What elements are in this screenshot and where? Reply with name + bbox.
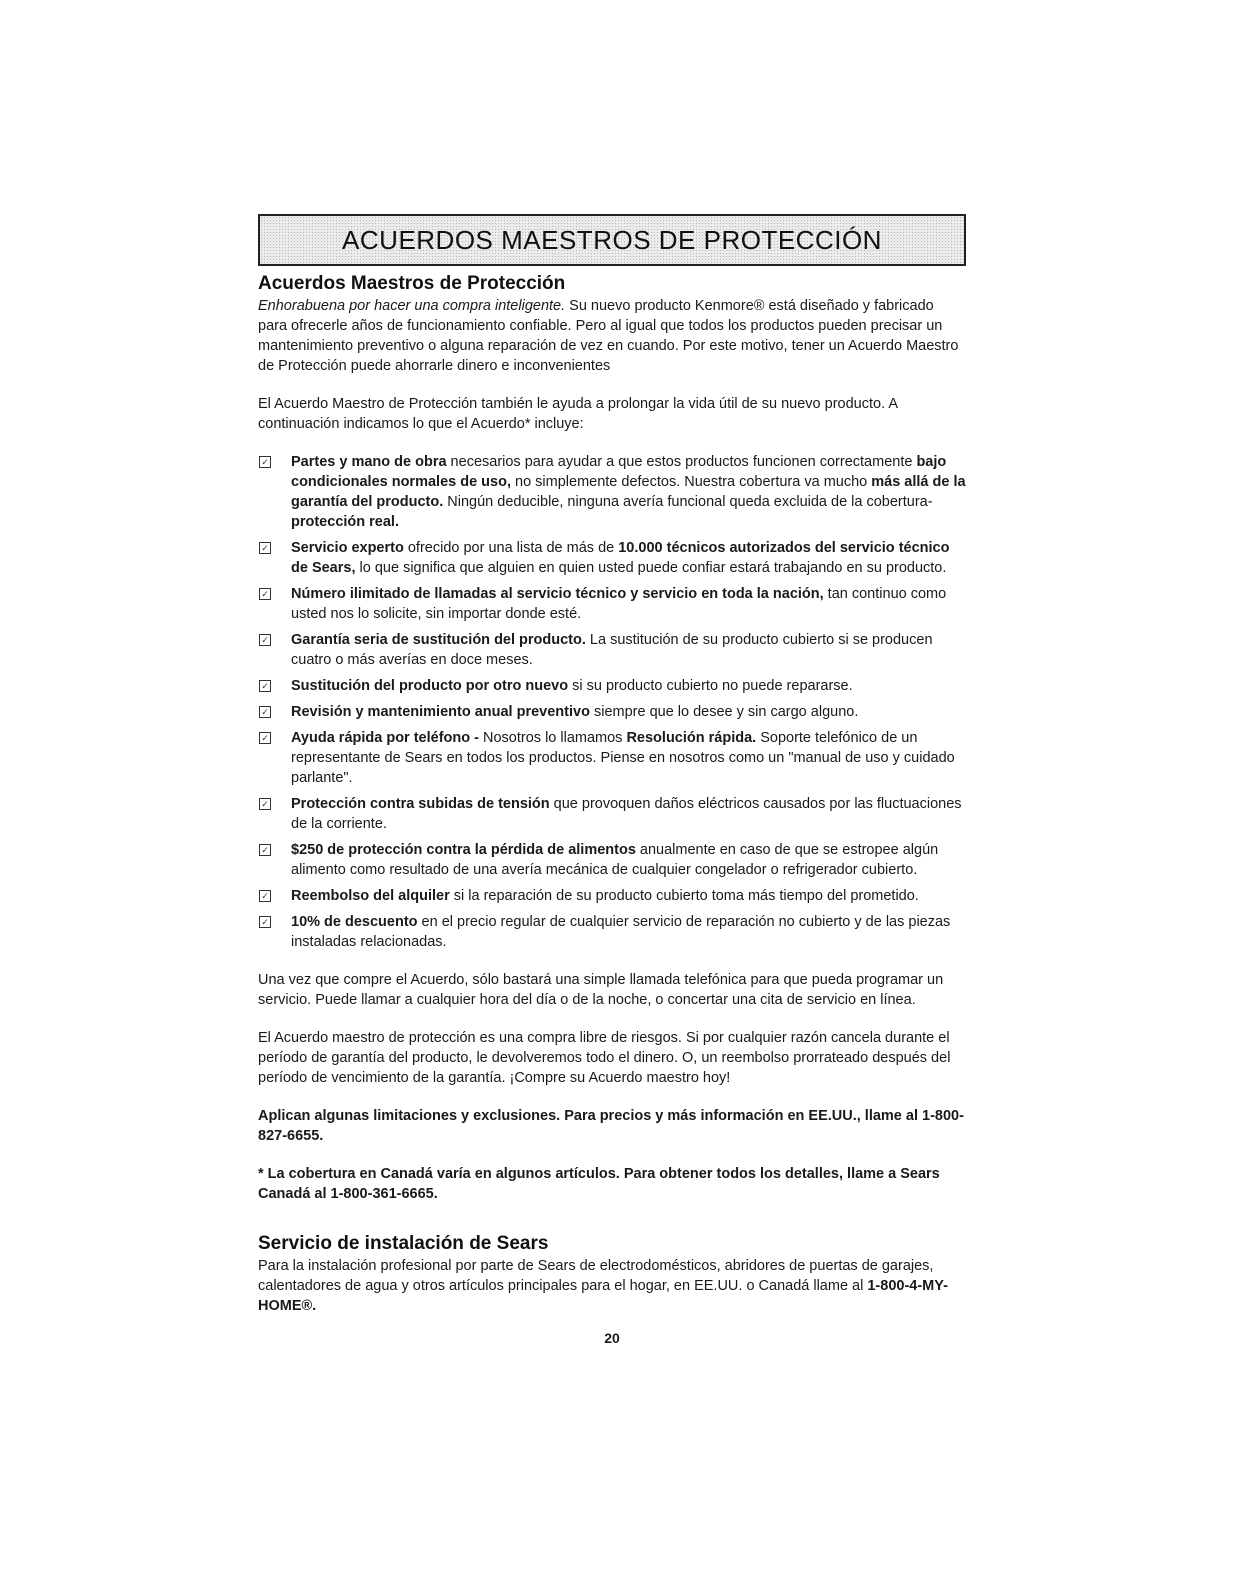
installation-phone: 1-800-4-MY-HOME®. — [258, 1278, 948, 1314]
section-heading-installation: Servicio de instalación de Sears — [258, 1233, 549, 1254]
benefit-item — [258, 886, 966, 906]
intro-paragraph — [258, 296, 966, 376]
benefit-item — [258, 702, 966, 722]
benefit-bold-text: Protección contra subidas de tensión — [291, 796, 550, 812]
benefit-bold-text: $250 de protección contra la pérdida de alimentos — [291, 842, 636, 858]
manual-page — [258, 214, 966, 1346]
checkbox-checked-icon: ✓ — [259, 844, 271, 856]
benefit-bold-text: Garantía seria de sustitución del producto. — [291, 632, 586, 648]
benefit-text: Soporte telefónico de un representante de Sears en todos los productos. Piense en nosotros como un "manual de uso y cuidado parlante". — [291, 730, 955, 786]
benefit-item — [258, 728, 966, 788]
benefit-bold-text: Reembolso del alquiler — [291, 888, 450, 904]
benefit-bold-text: 10.000 técnicos autorizados del servicio técnico de Sears, — [291, 540, 950, 576]
intro-body: Su nuevo producto Kenmore® está diseñado y fabricado para ofrecerle años de funcionamiento confiable. Pero al igual que todos los productos pueden precisar un mantenimiento preventivo o alguna reparación de vez en cuando. Por este motivo, tener un Acuerdo Maestro de Protección puede ahorrarle dinero e inconvenientes — [258, 298, 959, 374]
benefit-item — [258, 676, 966, 696]
benefit-bold-text: Revisión y mantenimiento anual preventivo — [291, 704, 590, 720]
benefit-text: no simplemente defectos. Nuestra cobertura va mucho — [510, 474, 872, 490]
canada-note: * La cobertura en Canadá varía en algunos artículos. Para obtener todos los detalles, llame a Sears Canadá al 1-800-361-6665. — [258, 1166, 940, 1202]
benefit-text: lo que significa que alguien en quien usted puede confiar estará trabajando en su producto. — [355, 560, 947, 576]
checkbox-checked-icon: ✓ — [259, 732, 271, 744]
benefit-text: si la reparación de su producto cubierto toma más tiempo del prometido. — [449, 888, 919, 904]
page-number: 20 — [604, 1330, 620, 1346]
benefit-text: que provoquen daños eléctricos causados por las fluctuaciones de la corriente. — [291, 796, 962, 832]
intro-lead: Enhorabuena por hacer una compra inteligente. — [258, 298, 566, 314]
scheduling-paragraph: Una vez que compre el Acuerdo, sólo bastará una simple llamada telefónica para que pueda programar un servicio. Puede llamar a cualquier hora del día o de la noche, o concertar una cita de servicio en línea. — [258, 972, 944, 1008]
benefit-text: Nosotros lo llamamos — [478, 730, 627, 746]
section-heading-protection: Acuerdos Maestros de Protección — [258, 273, 566, 294]
checkbox-checked-icon: ✓ — [259, 890, 271, 902]
benefit-text: tan continuo como usted nos lo solicite, sin importar donde esté. — [291, 586, 947, 622]
benefit-text: siempre que lo desee y sin cargo alguno. — [589, 704, 859, 720]
benefit-item — [258, 538, 966, 578]
benefit-text: ofrecido por una lista de más de — [403, 540, 619, 556]
benefit-bold-text: bajo condicionales normales de uso, — [291, 454, 947, 490]
benefit-text: si su producto cubierto no puede repararse. — [568, 678, 853, 694]
benefit-bold-text: Servicio experto — [291, 540, 404, 556]
benefit-item — [258, 840, 966, 880]
checkbox-checked-icon: ✓ — [259, 588, 271, 600]
checkbox-checked-icon: ✓ — [259, 456, 271, 468]
title-banner — [258, 214, 966, 266]
benefit-item — [258, 912, 966, 952]
benefit-bold-text: más allá de la garantía del producto. — [291, 474, 966, 510]
benefit-bold-text: Resolución rápida. — [626, 730, 757, 746]
benefit-bold-text: Partes y mano de obra — [291, 454, 447, 470]
benefit-text: La sustitución de su producto cubierto si se producen cuatro o más averías en doce meses. — [291, 632, 933, 668]
checkbox-checked-icon: ✓ — [259, 542, 271, 554]
banner-title: ACUERDOS MAESTROS DE PROTECCIÓN — [342, 224, 882, 255]
benefit-list — [258, 452, 966, 952]
benefit-bold-text: protección real. — [291, 514, 399, 530]
benefit-item — [258, 584, 966, 624]
benefit-text: anualmente en caso de que se estropee algún alimento como resultado de una avería mecánica de cualquier congelador o refrigerador cubierto. — [291, 842, 939, 878]
coverage-intro-paragraph: El Acuerdo Maestro de Protección también le ayuda a prolongar la vida útil de su nuevo producto. A continuación indicamos lo que el Acuerdo* incluye: — [258, 396, 898, 432]
refund-paragraph: El Acuerdo maestro de protección es una compra libre de riesgos. Si por cualquier razón cancela durante el período de garantía del producto, le devolveremos todo el dinero. O, un reembolso prorrateado después del período de vencimiento de la garantía. ¡Compre su Acuerdo maestro hoy! — [258, 1030, 951, 1086]
checkbox-checked-icon: ✓ — [259, 706, 271, 718]
checkbox-checked-icon: ✓ — [259, 680, 271, 692]
benefit-bold-text: Sustitución del producto por otro nuevo — [291, 678, 569, 694]
installation-paragraph — [258, 1256, 966, 1316]
benefit-item — [258, 630, 966, 670]
benefit-bold-text: 10% de descuento — [291, 914, 418, 930]
checkbox-checked-icon: ✓ — [259, 798, 271, 810]
benefit-text: en el precio regular de cualquier servicio de reparación no cubierto y de las piezas instaladas relacionadas. — [291, 914, 951, 950]
checkbox-checked-icon: ✓ — [259, 634, 271, 646]
benefit-bold-text: Ayuda rápida por teléfono - — [291, 730, 479, 746]
benefit-item — [258, 794, 966, 834]
installation-body: Para la instalación profesional por parte de Sears de electrodomésticos, abridores de puertas de garajes, calentadores de agua y otros artículos principales para el hogar, en EE.UU. o Canadá llame al — [258, 1258, 934, 1294]
limitations-note: Aplican algunas limitaciones y exclusiones. Para precios y más información en EE.UU., llame al 1-800-827-6655. — [258, 1108, 964, 1144]
benefit-bold-text: Número ilimitado de llamadas al servicio técnico y servicio en toda la nación, — [291, 586, 824, 602]
benefit-text: necesarios para ayudar a que estos productos funcionen correctamente — [446, 454, 917, 470]
benefit-text: Ningún deducible, ninguna avería funcional queda excluida de la cobertura- — [443, 494, 933, 510]
checkbox-checked-icon: ✓ — [259, 916, 271, 928]
benefit-item — [258, 452, 966, 532]
